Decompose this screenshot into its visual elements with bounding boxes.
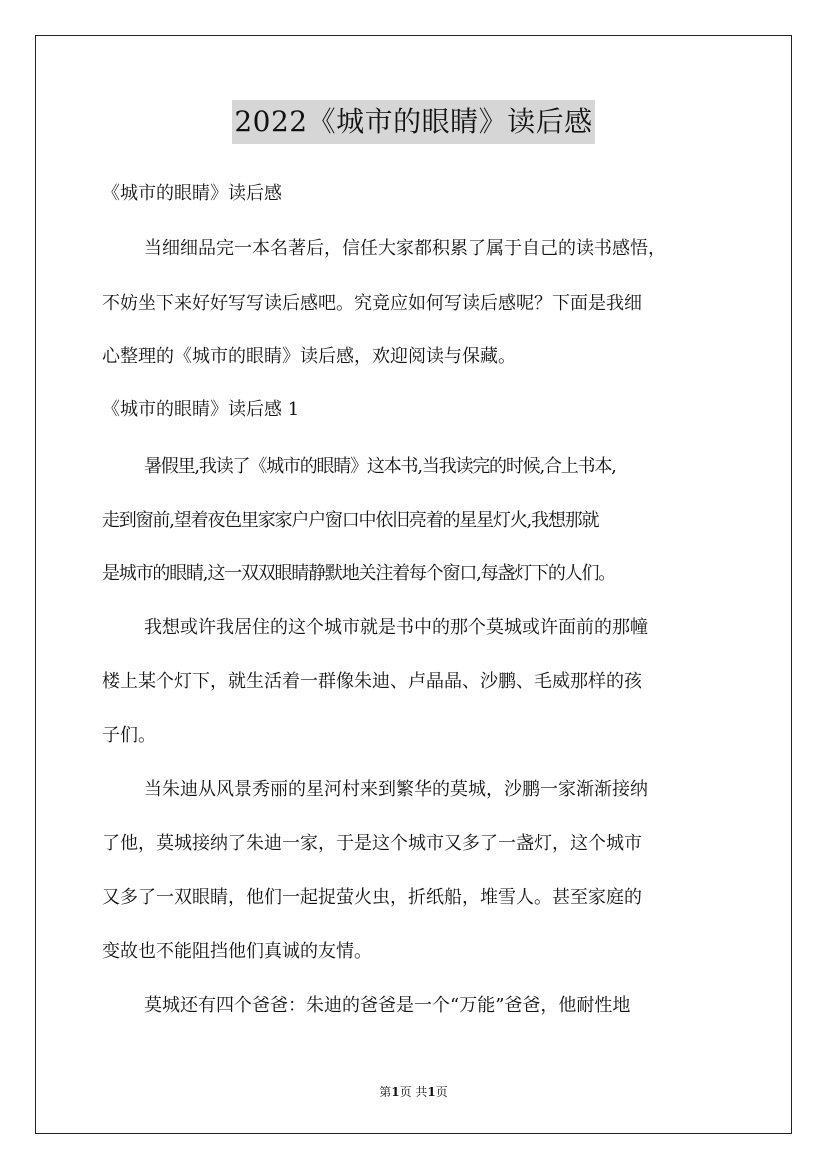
paragraph-line: 是城市的眼睛,这一双双眼睛静默地关注着每个窗口,每盏灯下的人们。 xyxy=(102,563,616,584)
paragraph-line: 变故也不能阻挡他们真诚的友情。 xyxy=(102,941,372,962)
total-page-number: 1 xyxy=(427,1085,436,1099)
paragraph-line: 我想或许我居住的这个城市就是书中的那个莫城或许面前的那幢 xyxy=(144,617,648,638)
paragraph-line: 又多了一双眼睛，他们一起捉萤火虫，折纸船，堆雪人。甚至家庭的 xyxy=(102,887,642,908)
footer-page-suffix: 页 共 xyxy=(399,1085,428,1099)
current-page-number: 1 xyxy=(391,1085,400,1099)
paragraph-line: 子们。 xyxy=(102,725,156,746)
document-title: 2022《城市的眼睛》读后感 xyxy=(232,100,594,144)
section-heading: 《城市的眼睛》读后感 1 xyxy=(102,399,300,420)
title-container xyxy=(0,100,827,144)
paragraph-line: 心整理的《城市的眼睛》读后感，欢迎阅读与保藏。 xyxy=(102,346,516,367)
paragraph-line: 不妨坐下来好好写写读后感吧。究竟应如何写读后感呢？下面是我细 xyxy=(102,293,642,314)
paragraph-line: 楼上某个灯下，就生活着一群像朱迪、卢晶晶、沙鹏、毛威那样的孩 xyxy=(102,671,642,692)
paragraph-line: 走到窗前,望着夜色里家家户户窗口中依旧亮着的星星灯火,我想那就 xyxy=(102,510,599,531)
paragraph-line: 莫城还有四个爸爸：朱迪的爸爸是一个“万能”爸爸，他耐性地 xyxy=(144,995,631,1016)
footer-prefix: 第 xyxy=(379,1085,392,1099)
paragraph-line: 了他，莫城接纳了朱迪一家，于是这个城市又多了一盏灯，这个城市 xyxy=(102,833,642,854)
paragraph-line: 当朱迪从风景秀丽的星河村来到繁华的莫城，沙鹏一家渐渐接纳 xyxy=(144,779,648,800)
page-footer xyxy=(0,1084,827,1100)
section-heading: 《城市的眼睛》读后感 xyxy=(102,183,282,204)
footer-total-suffix: 页 xyxy=(435,1085,448,1099)
paragraph-line: 当细细品完一本名著后，信任大家都积累了属于自己的读书感悟， xyxy=(144,238,666,259)
paragraph-line: 暑假里,我读了《城市的眼睛》这本书,当我读完的时候,合上书本, xyxy=(144,456,616,477)
